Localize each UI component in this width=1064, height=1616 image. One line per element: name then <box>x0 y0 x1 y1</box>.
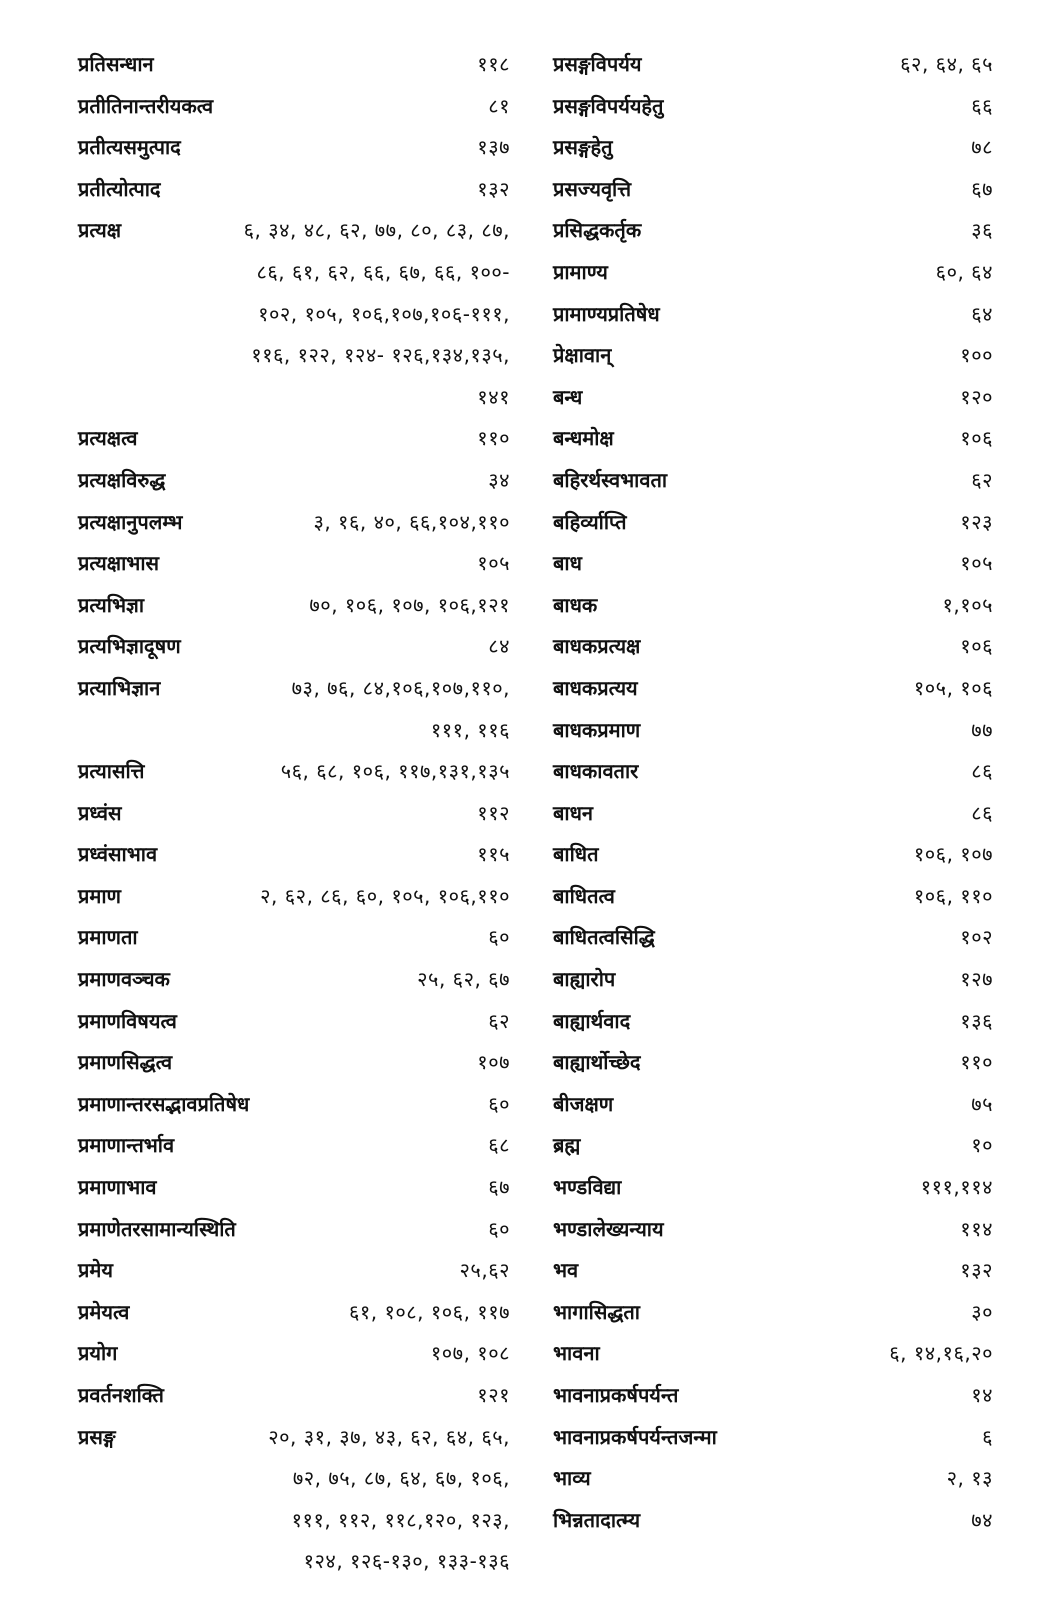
index-page-refs: ६१, १०८, १०६, ११७ <box>348 1299 510 1324</box>
index-entry-line <box>553 1500 993 1542</box>
index-page-refs: ८६ <box>971 800 993 825</box>
index-term: भाव्य <box>553 1466 591 1491</box>
index-entry-line <box>553 44 993 86</box>
index-entry-line <box>78 1417 510 1459</box>
index-entry-line <box>78 127 510 169</box>
index-page-refs: २०, ३१, ३७, ४३, ६२, ६४, ६५, <box>268 1424 510 1449</box>
index-term: प्रत्याभिज्ञान <box>78 675 161 700</box>
index-entry-line <box>553 1209 993 1251</box>
index-entry <box>78 210 510 418</box>
index-page-refs: ६, ३४, ४८, ६२, ७७, ८०, ८३, ८७, <box>243 218 510 243</box>
index-entry-continuation <box>78 335 510 377</box>
index-page-refs: १०६ <box>960 426 993 451</box>
index-entry-line <box>78 834 510 876</box>
index-page-refs: ११५ <box>477 842 510 867</box>
index-term: प्रमाणाभाव <box>78 1175 157 1200</box>
index-entry-line <box>553 418 993 460</box>
index-entry <box>553 1333 993 1375</box>
index-term: प्रयोग <box>78 1341 118 1366</box>
index-page-refs: ३, १६, ४०, ६६,१०४,११० <box>313 509 510 534</box>
index-term: प्रत्यक्ष <box>78 218 122 243</box>
index-entry-line <box>78 460 510 502</box>
index-page-refs: ११२ <box>477 800 510 825</box>
index-page-refs: ६४ <box>971 301 993 326</box>
index-term: भिन्नतादात्म्य <box>553 1507 641 1532</box>
index-entry <box>553 44 993 86</box>
index-term: बाधकप्रत्यक्ष <box>553 634 641 659</box>
index-page-refs: १२७ <box>960 967 993 992</box>
index-term: ब्रह्म <box>553 1133 581 1158</box>
index-entry-line <box>553 585 993 627</box>
index-page-refs: ६२ <box>488 1008 510 1033</box>
index-term: भागासिद्धता <box>553 1299 640 1324</box>
index-entry <box>78 959 510 1001</box>
index-entry-line <box>553 210 993 252</box>
index-page-refs: १२१ <box>477 1383 510 1407</box>
index-term: प्रमाणता <box>78 925 138 950</box>
index-entry-line <box>78 86 510 128</box>
index-term: भावनाप्रकर्षपर्यन्त <box>553 1383 679 1407</box>
index-entry <box>553 876 993 918</box>
index-term: प्रतिसन्धान <box>78 52 154 76</box>
index-page-refs: ८१ <box>488 93 510 118</box>
index-entry-line <box>553 751 993 793</box>
index-page-refs: ७७ <box>971 717 993 742</box>
index-entry <box>553 751 993 793</box>
index-entry-line <box>78 1125 510 1167</box>
index-term: प्रध्वंसाभाव <box>78 842 158 867</box>
index-entry <box>553 86 993 128</box>
index-entry-line <box>78 44 510 86</box>
index-entry-line <box>553 1084 993 1126</box>
index-entry-line <box>78 169 510 211</box>
index-page-refs: ६० <box>488 1091 510 1116</box>
index-page-refs: १३७ <box>477 135 510 160</box>
index-entry <box>78 1042 510 1084</box>
index-term: प्रसङ्गविपर्यय <box>553 52 642 76</box>
index-page-refs: ६८ <box>488 1133 510 1158</box>
index-term: बाधक <box>553 592 598 617</box>
index-term: बन्ध <box>553 384 583 409</box>
index-entry <box>553 1375 993 1417</box>
index-entry-line <box>78 585 510 627</box>
index-page-refs: ६, १४,१६,२० <box>889 1341 993 1366</box>
index-entry <box>553 377 993 419</box>
index-page-refs: ११४ <box>960 1216 993 1241</box>
index-page-refs: ११८ <box>477 52 510 76</box>
index-page-refs: १०५ <box>960 551 993 576</box>
index-page-refs: ६०, ६४ <box>935 259 993 284</box>
index-page-refs: ७५ <box>971 1091 993 1116</box>
index-entry-line <box>78 668 510 710</box>
index-entry <box>553 1209 993 1251</box>
index-page-refs: ११६, १२२, १२४- १२६,१३४,१३५, <box>251 343 510 368</box>
index-entry <box>78 1167 510 1209</box>
index-entry <box>553 1292 993 1334</box>
index-term: बाधितत्वसिद्धि <box>553 925 655 950</box>
index-entry-line <box>78 1250 510 1292</box>
index-entry-line <box>553 169 993 211</box>
index-entry <box>78 1125 510 1167</box>
index-entry <box>78 751 510 793</box>
index-entry <box>553 1001 993 1043</box>
index-entry <box>553 668 993 710</box>
index-term: प्रत्यक्षत्व <box>78 426 138 451</box>
index-entry-line <box>553 1333 993 1375</box>
index-page-refs: ३० <box>971 1299 993 1324</box>
index-page-refs: ६७ <box>488 1175 510 1200</box>
index-term: प्रमाणविषयत्व <box>78 1008 177 1033</box>
index-term: बहिर्व्याप्ति <box>553 509 627 534</box>
index-page-refs: १२० <box>960 384 993 409</box>
index-entry <box>553 418 993 460</box>
index-entry <box>553 626 993 668</box>
index-page-refs: ५६, ६८, १०६, ११७,१३१,१३५ <box>280 759 510 784</box>
index-page-refs: १०२, १०५, १०६,१०७,१०६-१११, <box>258 301 510 326</box>
index-page-refs: ७३, ७६, ८४,१०६,१०७,११०, <box>291 675 510 700</box>
index-entry-line <box>78 1333 510 1375</box>
index-entry <box>553 294 993 336</box>
index-entry-line <box>78 543 510 585</box>
index-entry <box>553 793 993 835</box>
index-entry-line <box>78 793 510 835</box>
index-page-refs: १३२ <box>960 1258 993 1283</box>
index-term: भण्डालेख्यन्याय <box>553 1216 664 1241</box>
index-term: बन्धमोक्ष <box>553 426 614 451</box>
index-term: बाधित <box>553 842 599 867</box>
index-page-refs: २, १३ <box>946 1466 993 1491</box>
index-entry-line <box>78 751 510 793</box>
index-entry <box>78 1292 510 1334</box>
index-term: प्रमाणेतरसामान्यस्थिति <box>78 1216 236 1241</box>
index-entry-line <box>553 1167 993 1209</box>
index-entry <box>78 86 510 128</box>
index-page-refs: १३२ <box>477 176 510 201</box>
index-entry <box>553 335 993 377</box>
index-term: प्रेक्षावान् <box>553 343 612 368</box>
index-entry <box>78 1333 510 1375</box>
index-entry <box>553 1417 993 1459</box>
index-page-refs: ६२ <box>971 467 993 492</box>
index-entry <box>78 793 510 835</box>
index-entry-continuation <box>78 294 510 336</box>
index-column-left <box>78 44 510 1583</box>
index-entry <box>78 543 510 585</box>
index-entry-line <box>78 502 510 544</box>
index-term: प्रामाण्यप्रतिषेध <box>553 301 660 326</box>
index-term: बीजक्षण <box>553 1091 614 1116</box>
index-page-refs: ११० <box>960 1050 993 1075</box>
index-page-refs: १३६ <box>960 1008 993 1033</box>
index-entry <box>78 460 510 502</box>
index-entry-line <box>553 543 993 585</box>
index-term: बाह्यार्थवाद <box>553 1008 631 1033</box>
index-term: बाधितत्व <box>553 883 615 908</box>
index-term: बाह्यारोप <box>553 967 616 992</box>
index-term: प्रतीतिनान्तरीयकत्व <box>78 93 214 118</box>
index-term: प्रत्यक्षाभास <box>78 551 160 576</box>
index-page-refs: ७२, ७५, ८७, ६४, ६७, १०६, <box>292 1466 510 1491</box>
index-page-refs: ७८ <box>971 135 993 160</box>
index-term: प्रवर्तनशक्ति <box>78 1383 164 1407</box>
index-entry-line <box>553 959 993 1001</box>
index-entry-line <box>78 917 510 959</box>
index-entry <box>553 210 993 252</box>
index-page-refs: ६७ <box>971 176 993 201</box>
index-entry-line <box>553 335 993 377</box>
index-page-refs: २५, ६२, ६७ <box>417 967 510 992</box>
index-entry-line <box>78 1292 510 1334</box>
index-term: प्रसङ्ग <box>78 1424 116 1449</box>
index-entry-line <box>78 210 510 252</box>
index-entry-line <box>553 876 993 918</box>
index-entry-line <box>553 127 993 169</box>
index-entry-continuation <box>78 1500 510 1542</box>
index-entry <box>553 1500 993 1542</box>
index-term: प्रध्वंस <box>78 800 122 825</box>
index-entry <box>78 1001 510 1043</box>
index-entry-line <box>78 876 510 918</box>
index-entry-line <box>553 502 993 544</box>
index-page-refs: १०० <box>960 343 993 368</box>
index-entry-line <box>553 377 993 419</box>
index-term: भावनाप्रकर्षपर्यन्तजन्मा <box>553 1424 717 1449</box>
index-page-refs: १०७, १०८ <box>430 1341 510 1366</box>
index-entry-line <box>78 1375 510 1417</box>
index-entry <box>78 1209 510 1251</box>
index-entry <box>78 1084 510 1126</box>
index-page-refs: १११, ११२, ११८,१२०, १२३, <box>291 1507 510 1532</box>
index-entry-continuation <box>78 377 510 419</box>
index-entry <box>553 460 993 502</box>
index-page-refs: २५,६२ <box>459 1258 510 1283</box>
index-entry <box>553 585 993 627</box>
index-term: प्रत्यक्षविरुद्ध <box>78 467 166 492</box>
index-entry-line <box>553 1042 993 1084</box>
index-page-refs: ११० <box>477 426 510 451</box>
index-term: प्रसङ्गविपर्ययहेतु <box>553 93 664 118</box>
index-page-refs: १०६, ११० <box>913 883 993 908</box>
index-page-refs: ६० <box>488 1216 510 1241</box>
index-entry <box>553 1250 993 1292</box>
index-page-refs: १२३ <box>960 509 993 534</box>
index-entry-line <box>553 793 993 835</box>
index-entry <box>78 876 510 918</box>
index-entry-line <box>78 1001 510 1043</box>
index-page-refs: ८६ <box>971 759 993 784</box>
index-term: प्रमाणवञ्चक <box>78 967 170 992</box>
index-entry <box>78 1375 510 1417</box>
index-term: भावना <box>553 1341 600 1366</box>
index-term: बाध <box>553 551 582 576</box>
index-entry-line <box>553 1417 993 1459</box>
index-entry-line <box>553 1125 993 1167</box>
index-term: प्रसङ्गहेतु <box>553 135 613 160</box>
index-entry-line <box>78 1167 510 1209</box>
index-term: प्रतीत्योत्पाद <box>78 176 161 201</box>
index-page-refs: १०७ <box>477 1050 510 1075</box>
index-entry-line <box>78 626 510 668</box>
index-entry-continuation <box>78 710 510 752</box>
index-entry-line <box>553 710 993 752</box>
index-entry <box>553 543 993 585</box>
index-entry-line <box>553 86 993 128</box>
index-entry <box>78 418 510 460</box>
index-entry <box>553 127 993 169</box>
index-page-refs: १११, ११६ <box>430 717 510 742</box>
index-term: प्रमाण <box>78 883 121 908</box>
index-entry <box>553 834 993 876</box>
index-term: प्रामाण्य <box>553 259 608 284</box>
index-term: प्रमाणसिद्धत्व <box>78 1050 173 1075</box>
index-page-refs: ६६ <box>971 93 993 118</box>
index-entry <box>553 959 993 1001</box>
index-entry <box>553 1458 993 1500</box>
index-page-refs: १०६, १०७ <box>913 842 993 867</box>
index-term: प्रमेयत्व <box>78 1299 130 1324</box>
index-page-refs: ८६, ६१, ६२, ६६, ६७, ६६, १००- <box>256 259 510 284</box>
index-entry-line <box>78 1042 510 1084</box>
index-entry-continuation <box>78 252 510 294</box>
index-page-refs: १११,११४ <box>920 1175 993 1200</box>
index-term: प्रमाणान्तर्भाव <box>78 1133 175 1158</box>
index-entry-continuation <box>78 1458 510 1500</box>
index-page-refs: १२४, १२६-१३०, १३३-१३६ <box>303 1549 510 1574</box>
index-term: प्रत्यभिज्ञादूषण <box>78 634 181 659</box>
index-entry <box>78 44 510 86</box>
index-page-refs: ७४ <box>971 1507 993 1532</box>
index-entry-line <box>553 668 993 710</box>
index-entry-line <box>553 1250 993 1292</box>
index-term: प्रतीत्यसमुत्पाद <box>78 135 181 160</box>
index-term: प्रमाणान्तरसद्भावप्रतिषेध <box>78 1091 250 1116</box>
index-term: प्रसज्यवृत्ति <box>553 176 632 201</box>
index-term: प्रत्यभिज्ञा <box>78 592 145 617</box>
index-term: बाधकावतार <box>553 759 639 784</box>
index-entry-line <box>78 1209 510 1251</box>
index-entry <box>553 917 993 959</box>
index-entry <box>78 1417 510 1583</box>
index-entry-line <box>553 1001 993 1043</box>
index-entry-line <box>553 1375 993 1417</box>
index-term: प्रत्यक्षानुपलम्भ <box>78 509 183 534</box>
index-page-refs: १० <box>971 1133 993 1158</box>
index-term: बाधकप्रमाण <box>553 717 641 742</box>
index-term: भण्डविद्या <box>553 1175 622 1200</box>
index-entry <box>553 1084 993 1126</box>
index-entry <box>553 1167 993 1209</box>
index-page-refs: १०६ <box>960 634 993 659</box>
index-page-refs: ७०, १०६, १०७, १०६,१२१ <box>309 592 510 617</box>
index-column-right <box>553 44 993 1541</box>
index-entry-continuation <box>78 1541 510 1583</box>
index-page-refs: १०५ <box>477 551 510 576</box>
index-page-refs: ६० <box>488 925 510 950</box>
index-entry <box>553 252 993 294</box>
index-entry <box>78 127 510 169</box>
index-entry-line <box>553 294 993 336</box>
index-entry-line <box>78 418 510 460</box>
index-term: बाधन <box>553 800 593 825</box>
index-entry <box>78 1250 510 1292</box>
index-entry <box>78 668 510 751</box>
index-entry <box>78 585 510 627</box>
index-page-refs: ६ <box>982 1424 993 1449</box>
index-entry-line <box>553 834 993 876</box>
index-entry <box>78 834 510 876</box>
index-page-refs: १०५, १०६ <box>913 675 993 700</box>
index-entry <box>553 169 993 211</box>
index-page-refs: १४१ <box>477 384 510 409</box>
index-page-refs: १४ <box>971 1383 993 1407</box>
index-entry <box>553 502 993 544</box>
index-entry <box>78 917 510 959</box>
index-term: बाधकप्रत्यय <box>553 675 638 700</box>
index-term: प्रत्यासत्ति <box>78 759 145 784</box>
index-term: भव <box>553 1258 579 1283</box>
index-entry <box>78 626 510 668</box>
index-entry <box>553 1042 993 1084</box>
index-page-refs: ३४ <box>488 467 510 492</box>
index-page-refs: ६२, ६४, ६५ <box>900 52 993 76</box>
index-page-refs: १०२ <box>960 925 993 950</box>
index-term: प्रसिद्धकर्तृक <box>553 218 642 243</box>
index-entry-line <box>78 1084 510 1126</box>
index-entry <box>78 502 510 544</box>
index-term: बहिरर्थस्वभावता <box>553 467 668 492</box>
index-entry-line <box>553 460 993 502</box>
index-term: बाह्यार्थोच्छेद <box>553 1050 641 1075</box>
index-page-refs: ८४ <box>488 634 510 659</box>
index-entry-line <box>78 959 510 1001</box>
index-entry-line <box>553 1292 993 1334</box>
index-page-refs: २, ६२, ८६, ६०, १०५, १०६,११० <box>260 883 510 908</box>
index-entry <box>553 710 993 752</box>
index-page-refs: ३६ <box>971 218 993 243</box>
index-entry-line <box>553 917 993 959</box>
index-page-refs: १,१०५ <box>942 592 993 617</box>
index-entry-line <box>553 252 993 294</box>
index-entry <box>553 1125 993 1167</box>
index-term: प्रमेय <box>78 1258 113 1283</box>
index-entry-line <box>553 626 993 668</box>
index-entry-line <box>553 1458 993 1500</box>
index-entry <box>78 169 510 211</box>
